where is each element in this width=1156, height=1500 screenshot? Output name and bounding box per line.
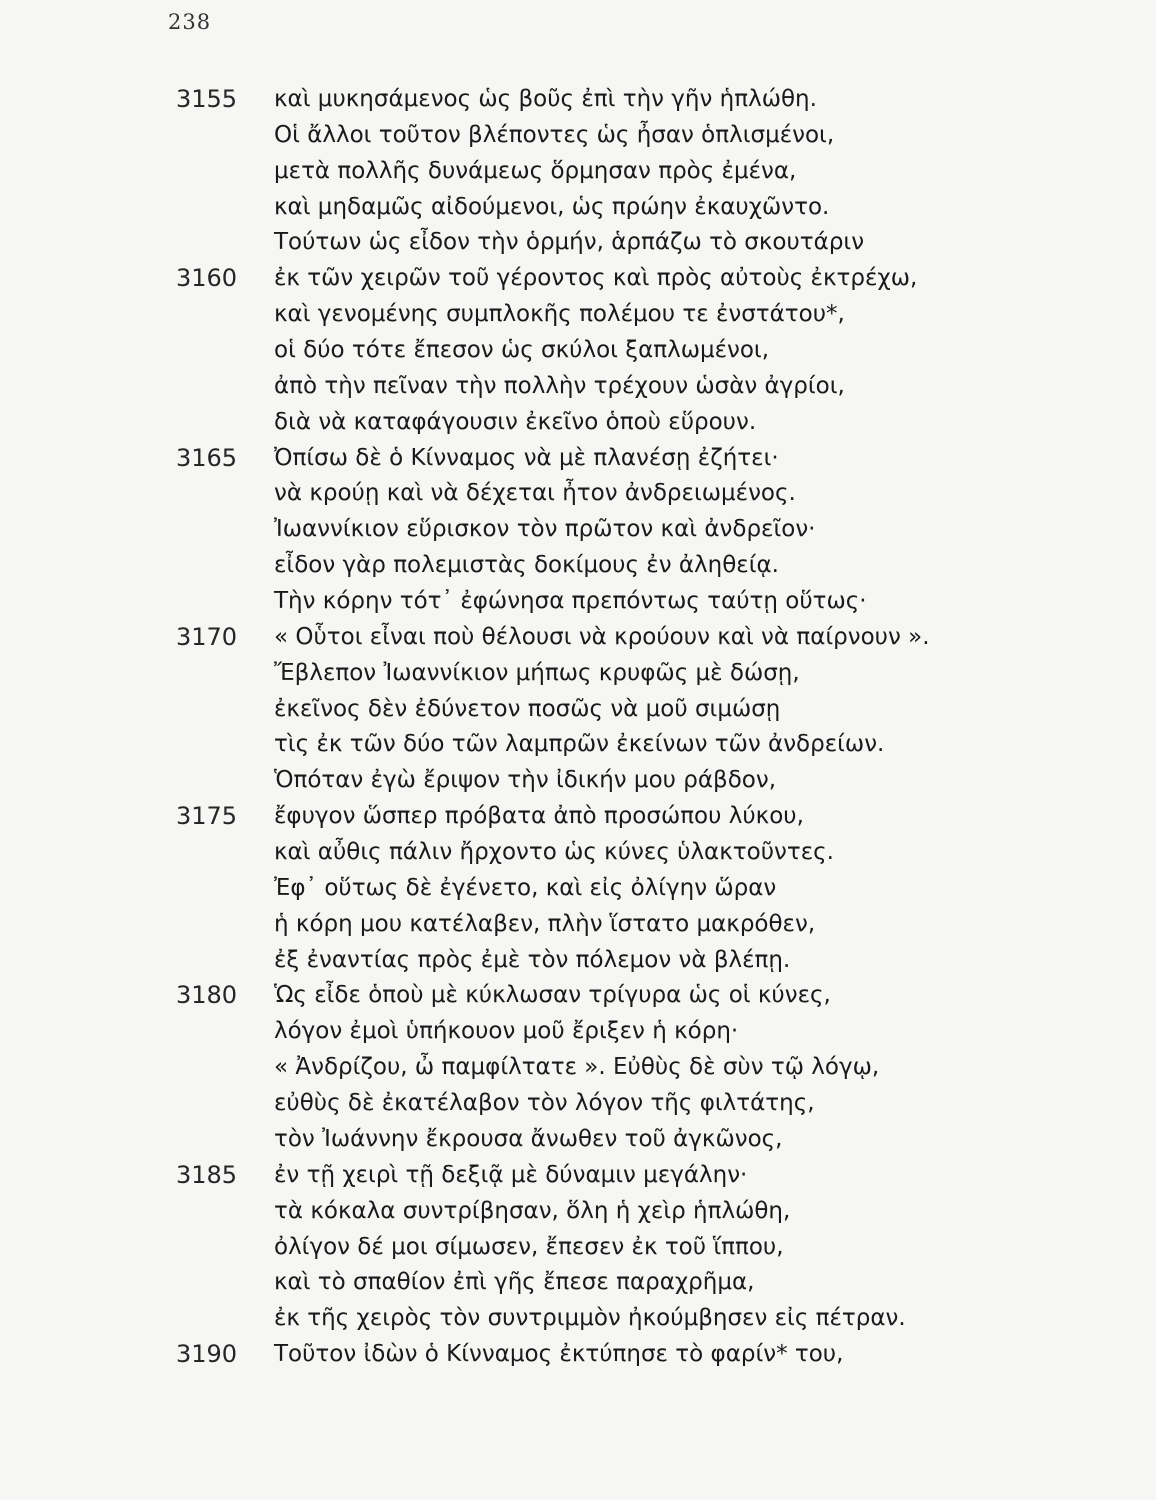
verse-line-text: ἐν τῇ χειρὶ τῇ δεξιᾷ μὲ δύναμιν μεγάλην· [274, 1161, 748, 1188]
verse-line-text: ἐξ ἐναντίας πρὸς ἐμὲ τὸν πόλεμον νὰ βλέπῃ. [274, 946, 791, 973]
verse-line [0, 943, 1156, 979]
line-number: 3165 [176, 443, 238, 472]
verse-line-text: Τούτων ὡς εἶδον τὴν ὁρμήν, ἁρπάζω τὸ σκουτάριν [274, 229, 865, 256]
verse-line [0, 512, 1156, 548]
line-number: 3160 [176, 264, 238, 293]
verse-line-text: ἔφυγον ὥσπερ πρόβατα ἀπὸ προσώπου λύκου, [274, 803, 804, 830]
verse-line [0, 297, 1156, 333]
verse-line-text: εὐθὺς δὲ ἐκατέλαβον τὸν λόγον τῆς φιλτάτης, [274, 1090, 815, 1117]
verse-line [0, 1194, 1156, 1230]
line-number: 3175 [176, 802, 238, 831]
verse-line-text: Ὡς εἶδε ὁποὺ μὲ κύκλωσαν τρίγυρα ὡς οἱ κύνες, [274, 982, 831, 1009]
verse-line [0, 727, 1156, 763]
verse-line-text: λόγον ἐμοὶ ὑπήκουον μοῦ ἔριξεν ἡ κόρη· [274, 1018, 739, 1045]
verse-line-text: Οἱ ἄλλοι τοῦτον βλέποντες ὡς ἦσαν ὁπλισμένοι, [274, 121, 835, 148]
verse-line [0, 1337, 1156, 1373]
verse-line [0, 333, 1156, 369]
verse-line-text: καὶ γενομένης συμπλοκῆς πολέμου τε ἐνστάτου*, [274, 301, 845, 328]
line-number: 3170 [176, 622, 238, 651]
verse-line-text: καὶ μυκησάμενος ὡς βοῦς ἐπὶ τὴν γῆν ἡπλώθη. [274, 86, 817, 112]
verse-line-text: « Ἀνδρίζου, ὦ παμφίλτατε ». Εὐθὺς δὲ σὺν τῷ λόγῳ, [274, 1054, 880, 1081]
verse-line-text: τὰ κόκαλα συντρίβησαν, ὅλη ἡ χεὶρ ἡπλώθη, [274, 1197, 791, 1224]
verse-line-text: ἡ κόρη μου κατέλαβεν, πλὴν ἵστατο μακρόθεν, [274, 910, 816, 937]
verse-line-text: Ὁπόταν ἐγὼ ἔριψον τὴν ἰδικήν μου ράβδον, [274, 767, 777, 794]
verse-line-text: Τοῦτον ἰδὼν ὁ Κίνναμος ἐκτύπησε τὸ φαρίν* του, [274, 1341, 844, 1368]
verse-line [0, 441, 1156, 477]
verse-line-text: Τὴν κόρην τότ᾽ ἐφώνησα πρεπόντως ταύτῃ οὕτως· [274, 588, 867, 615]
line-number: 3155 [176, 85, 238, 113]
verse-line [0, 118, 1156, 154]
verse-line [0, 369, 1156, 405]
line-number: 3190 [176, 1340, 238, 1369]
verse-line [0, 1301, 1156, 1337]
verse-line-text: καὶ αὖθις πάλιν ἤρχοντο ὡς κύνες ὑλακτοῦντες. [274, 839, 834, 866]
page-number: 238 [168, 10, 212, 34]
verse-line [0, 799, 1156, 835]
verse-line [0, 871, 1156, 907]
verse-line [0, 1086, 1156, 1122]
verse-line [0, 154, 1156, 190]
verse-line-text: ἐκεῖνος δὲν ἐδύνετον ποσῶς νὰ μοῦ σιμώσῃ [274, 695, 781, 722]
verse-line [0, 1158, 1156, 1194]
verse-line-text: ἀπὸ τὴν πεῖναν τὴν πολλὴν τρέχουν ὡσὰν ἀγρίοι, [274, 372, 845, 399]
verse-line [0, 405, 1156, 441]
verse-line [0, 190, 1156, 226]
verse-line [0, 835, 1156, 871]
verse-line [0, 476, 1156, 512]
verse-line-text: καὶ μηδαμῶς αἰδούμενοι, ὡς πρώην ἐκαυχῶντο. [274, 193, 830, 220]
verse-line-text: ἐκ τῆς χειρὸς τὸν συντριμμὸν ἠκούμβησεν εἰς πέτραν. [274, 1305, 906, 1332]
verse-line [0, 1230, 1156, 1266]
verse-line [0, 620, 1156, 656]
verse-line-text: διὰ νὰ καταφάγουσιν ἐκεῖνο ὁποὺ εὕρουν. [274, 408, 757, 435]
verse-line-text: Ἐφ᾽ οὕτως δὲ ἐγένετο, καὶ εἰς ὀλίγην ὥραν [274, 874, 777, 901]
verse-line [0, 1050, 1156, 1086]
verse-line-text: ἐκ τῶν χειρῶν τοῦ γέροντος καὶ πρὸς αὐτοὺς ἐκτρέχω, [274, 265, 918, 292]
verse-line-text: τὶς ἐκ τῶν δύο τῶν λαμπρῶν ἐκείνων τῶν ἀνδρείων. [274, 731, 885, 758]
verse-line-text: εἶδον γὰρ πολεμιστὰς δοκίμους ἐν ἀληθείᾳ. [274, 552, 779, 579]
verse-line-text: νὰ κρούῃ καὶ νὰ δέχεται ἦτον ἀνδρειωμένος. [274, 480, 796, 507]
verse-line [0, 548, 1156, 584]
verse-line-text: καὶ τὸ σπαθίον ἐπὶ γῆς ἔπεσε παραχρῆμα, [274, 1269, 755, 1296]
verse-line [0, 225, 1156, 261]
verse-line [0, 692, 1156, 728]
verse-line-text: ὀλίγον δέ μοι σίμωσεν, ἔπεσεν ἐκ τοῦ ἵππου, [274, 1233, 784, 1260]
verse-line-text: μετὰ πολλῆς δυνάμεως ὅρμησαν πρὸς ἐμένα, [274, 157, 797, 184]
verse-line [0, 763, 1156, 799]
verse-line [0, 978, 1156, 1014]
verse-line [0, 656, 1156, 692]
verse-line-text: Ἰωαννίκιον εὕρισκον τὸν πρῶτον καὶ ἀνδρεῖον· [274, 516, 816, 543]
verse-text [0, 82, 1156, 1373]
verse-line [0, 1265, 1156, 1301]
line-number: 3180 [176, 981, 238, 1010]
verse-line-text: τὸν Ἰωάννην ἔκρουσα ἄνωθεν τοῦ ἀγκῶνος, [274, 1125, 783, 1152]
verse-line-text: Ὀπίσω δὲ ὁ Κίνναμος νὰ μὲ πλανέσῃ ἐζήτει· [274, 444, 779, 471]
verse-line-text: οἱ δύο τότε ἔπεσον ὡς σκύλοι ξαπλωμένοι, [274, 337, 770, 364]
verse-line [0, 1014, 1156, 1050]
verse-line [0, 82, 1156, 118]
verse-line [0, 1122, 1156, 1158]
line-number: 3185 [176, 1160, 238, 1189]
verse-line-text: « Οὗτοι εἶναι ποὺ θέλουσι νὰ κρούουν καὶ νὰ παίρνουν ». [274, 623, 930, 650]
verse-line [0, 584, 1156, 620]
verse-line [0, 907, 1156, 943]
verse-line-text: Ἔβλεπον Ἰωαννίκιον μήπως κρυφῶς μὲ δώσῃ, [274, 659, 800, 686]
verse-line [0, 261, 1156, 297]
